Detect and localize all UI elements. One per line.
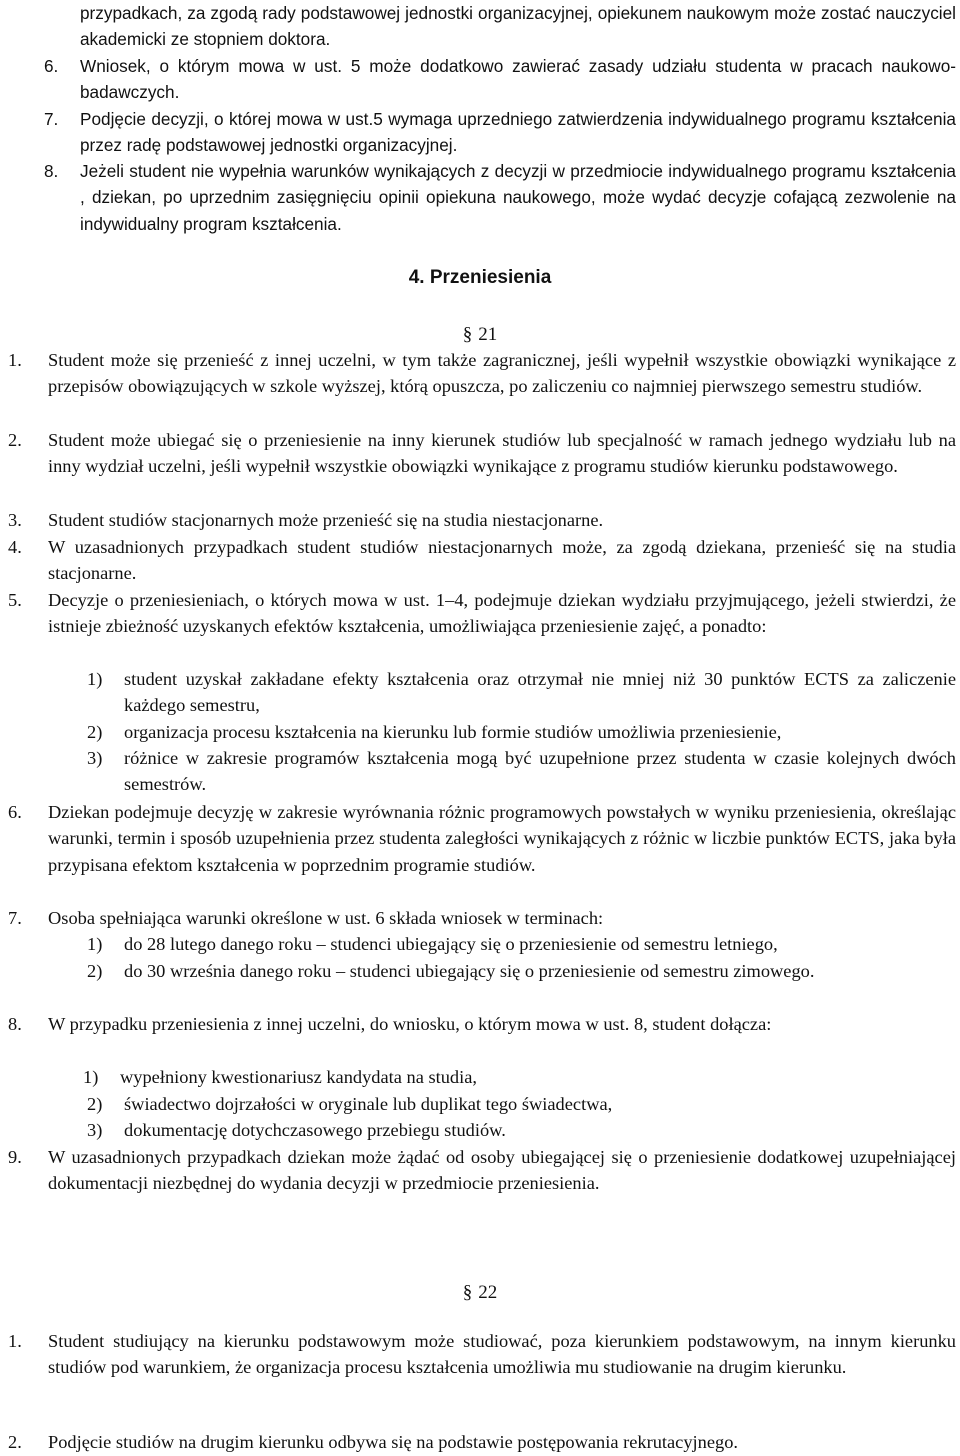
item-text: Student może ubiegać się o przeniesienie na inny kierunek studiów lub specjalność w ramach jednego wydziału lub na inny wydział uczelni, jeśli wypełnił wszystkie obowiązki wynikające z programu studiów kierunku podstawowego. [48, 430, 956, 477]
sub-item-text: wypełniony kwestionariusz kandydata na studia, [120, 1067, 478, 1087]
paragraph-sign: § [462, 1282, 473, 1303]
list-item [8, 534, 956, 587]
item-text: Wniosek, o którym mowa w ust. 5 może dodatkowo zawierać zasady udziału studenta w pracach naukowo-badawczych. [80, 56, 956, 103]
list-item [8, 1011, 956, 1037]
list-item [8, 587, 956, 640]
item-text: Decyzje o przeniesieniach, o których mowa w ust. 1–4, podejmuje dziekan wydziału przyjmującego, jeżeli stwierdzi, że istnieje zbieżność uzyskanych efektów kształcenia, umożliwiająca przeniesienie zajęć, a ponadto: [48, 590, 956, 637]
sub-list-item [87, 958, 956, 984]
item-text: Student może się przenieść z innej uczelni, w tym także zagranicznej, jeśli wypełnił wszystkie obowiązki wynikające z przepisów obowiązujących w szkole wyższej, którą opuszcza, po zaliczeniu co najmniej pierwszego semestru studiów. [48, 350, 956, 397]
paragraph-number [0, 1280, 960, 1306]
sub-list-item [87, 1117, 956, 1143]
paragraph-number-value: 21 [478, 324, 498, 345]
item-text: W uzasadnionych przypadkach dziekan może żądać od osoby ubiegającej się o przeniesienie dodatkowej uzupełniającej dokumentacji niezbędnej do wydania decyzji w przedmiocie przeniesienia. [48, 1147, 956, 1194]
sub-list-item [83, 1064, 956, 1090]
item-text: Dziekan podejmuje decyzję w zakresie wyrównania różnic programowych powstałych w wyniku przeniesienia, określając warunki, termin i sposób uzupełnienia przez studenta zaległości wynikających z różnic w liczbie punktów ECTS, jaka była przypisana efektom kształcenia w poprzednim programie studiów. [48, 802, 956, 875]
sub-item-text: do 30 września danego roku – studenci ubiegający się o przeniesienie od semestru zimowego. [124, 961, 815, 981]
sub-item-text: student uzyskał zakładane efekty kształcenia oraz otrzymał nie mniej niż 30 punktów ECTS za zaliczenie każdego semestru, [124, 669, 956, 716]
sub-item-number: 1) [87, 934, 103, 954]
list-item [8, 905, 956, 931]
list-item [8, 1429, 956, 1455]
sub-item-number: 3) [87, 1120, 103, 1140]
item-number: 8. [8, 1014, 22, 1034]
item-text: Podjęcie studiów na drugim kierunku odbywa się na podstawie postępowania rekrutacyjnego. [48, 1432, 738, 1452]
sub-list-item [87, 666, 956, 719]
item-text: Jeżeli student nie wypełnia warunków wynikających z decyzji w przedmiocie indywidualnego programu kształcenia , dziekan, po uprzednim zasięgnięciu opinii opiekuna naukowego, może wydać decyzje cofającą zezwolenie na indywidualny program kształcenia. [80, 161, 956, 234]
list-item [8, 507, 956, 533]
list-item [44, 53, 956, 106]
item-number: 3. [8, 510, 22, 530]
sub-item-number: 2) [87, 961, 103, 981]
sub-list-item [87, 745, 956, 798]
item-text: Student studiujący na kierunku podstawowym może studiować, poza kierunkiem podstawowym, na innym kierunku studiów pod warunkiem, że organizacja procesu kształcenia umożliwia mu studiowanie na drugim kierunku. [48, 1331, 956, 1378]
item-text: W przypadku przeniesienia z innej uczelni, do wniosku, o którym mowa w ust. 8, student dołącza: [48, 1014, 772, 1034]
sub-item-text: świadectwo dojrzałości w oryginale lub duplikat tego świadectwa, [124, 1094, 613, 1114]
item-number: 2. [8, 1432, 22, 1452]
list-item [8, 1328, 956, 1381]
list-item [8, 799, 956, 878]
item-number: 1. [8, 1331, 22, 1351]
item-text: W uzasadnionych przypadkach student studiów niestacjonarnych może, za zgodą dziekana, przenieść się na studia stacjonarne. [48, 537, 956, 584]
sub-item-number: 3) [87, 748, 103, 768]
sub-item-number: 2) [87, 722, 103, 742]
sub-item-text: różnice w zakresie programów kształcenia mogą być uzupełnione przez studenta w czasie kolejnych dwóch semestrów. [124, 748, 956, 795]
item-number: 7. [44, 109, 59, 129]
intro-tail-text: przypadkach, za zgodą rady podstawowej jednostki organizacyjnej, opiekunem naukowym może zostać nauczyciel akademicki ze stopniem doktora. [80, 3, 956, 50]
sub-item-text: dokumentację dotychczasowego przebiegu studiów. [124, 1120, 506, 1140]
item-text: Podjęcie decyzji, o której mowa w ust.5 wymaga uprzedniego zatwierdzenia indywidualnego programu kształcenia przez radę podstawowej jednostki organizacyjnej. [80, 109, 956, 156]
list-item [44, 106, 956, 159]
list-item [8, 347, 956, 400]
item-number: 4. [8, 537, 22, 557]
sub-list-item [87, 931, 956, 957]
item-number: 5. [8, 590, 22, 610]
item-number: 7. [8, 908, 22, 928]
list-item [8, 1144, 956, 1197]
paragraph-number-value: 22 [478, 1282, 498, 1303]
item-text: Osoba spełniająca warunki określone w ust. 6 składa wniosek w terminach: [48, 908, 604, 928]
list-item [44, 158, 956, 237]
item-number: 2. [8, 430, 22, 450]
section-heading: 4. Przeniesienia [408, 267, 552, 288]
item-number: 9. [8, 1147, 22, 1167]
sub-list-item [87, 1091, 956, 1117]
item-number: 8. [44, 161, 59, 181]
item-number: 6. [44, 56, 59, 76]
sub-list-item [87, 719, 956, 745]
sub-item-number: 1) [87, 669, 103, 689]
item-text: Student studiów stacjonarnych może przenieść się na studia niestacjonarne. [48, 510, 604, 530]
paragraph-number [0, 322, 960, 348]
list-item [8, 427, 956, 480]
sub-item-number: 1) [83, 1067, 99, 1087]
paragraph-sign: § [462, 324, 473, 345]
sub-item-text: do 28 lutego danego roku – studenci ubiegający się o przeniesienie od semestru letniego, [124, 934, 778, 954]
intro-tail [80, 0, 956, 53]
item-number: 1. [8, 350, 22, 370]
sub-item-text: organizacja procesu kształcenia na kierunku lub formie studiów umożliwia przeniesienie, [124, 722, 782, 742]
item-number: 6. [8, 802, 22, 822]
sub-item-number: 2) [87, 1094, 103, 1114]
